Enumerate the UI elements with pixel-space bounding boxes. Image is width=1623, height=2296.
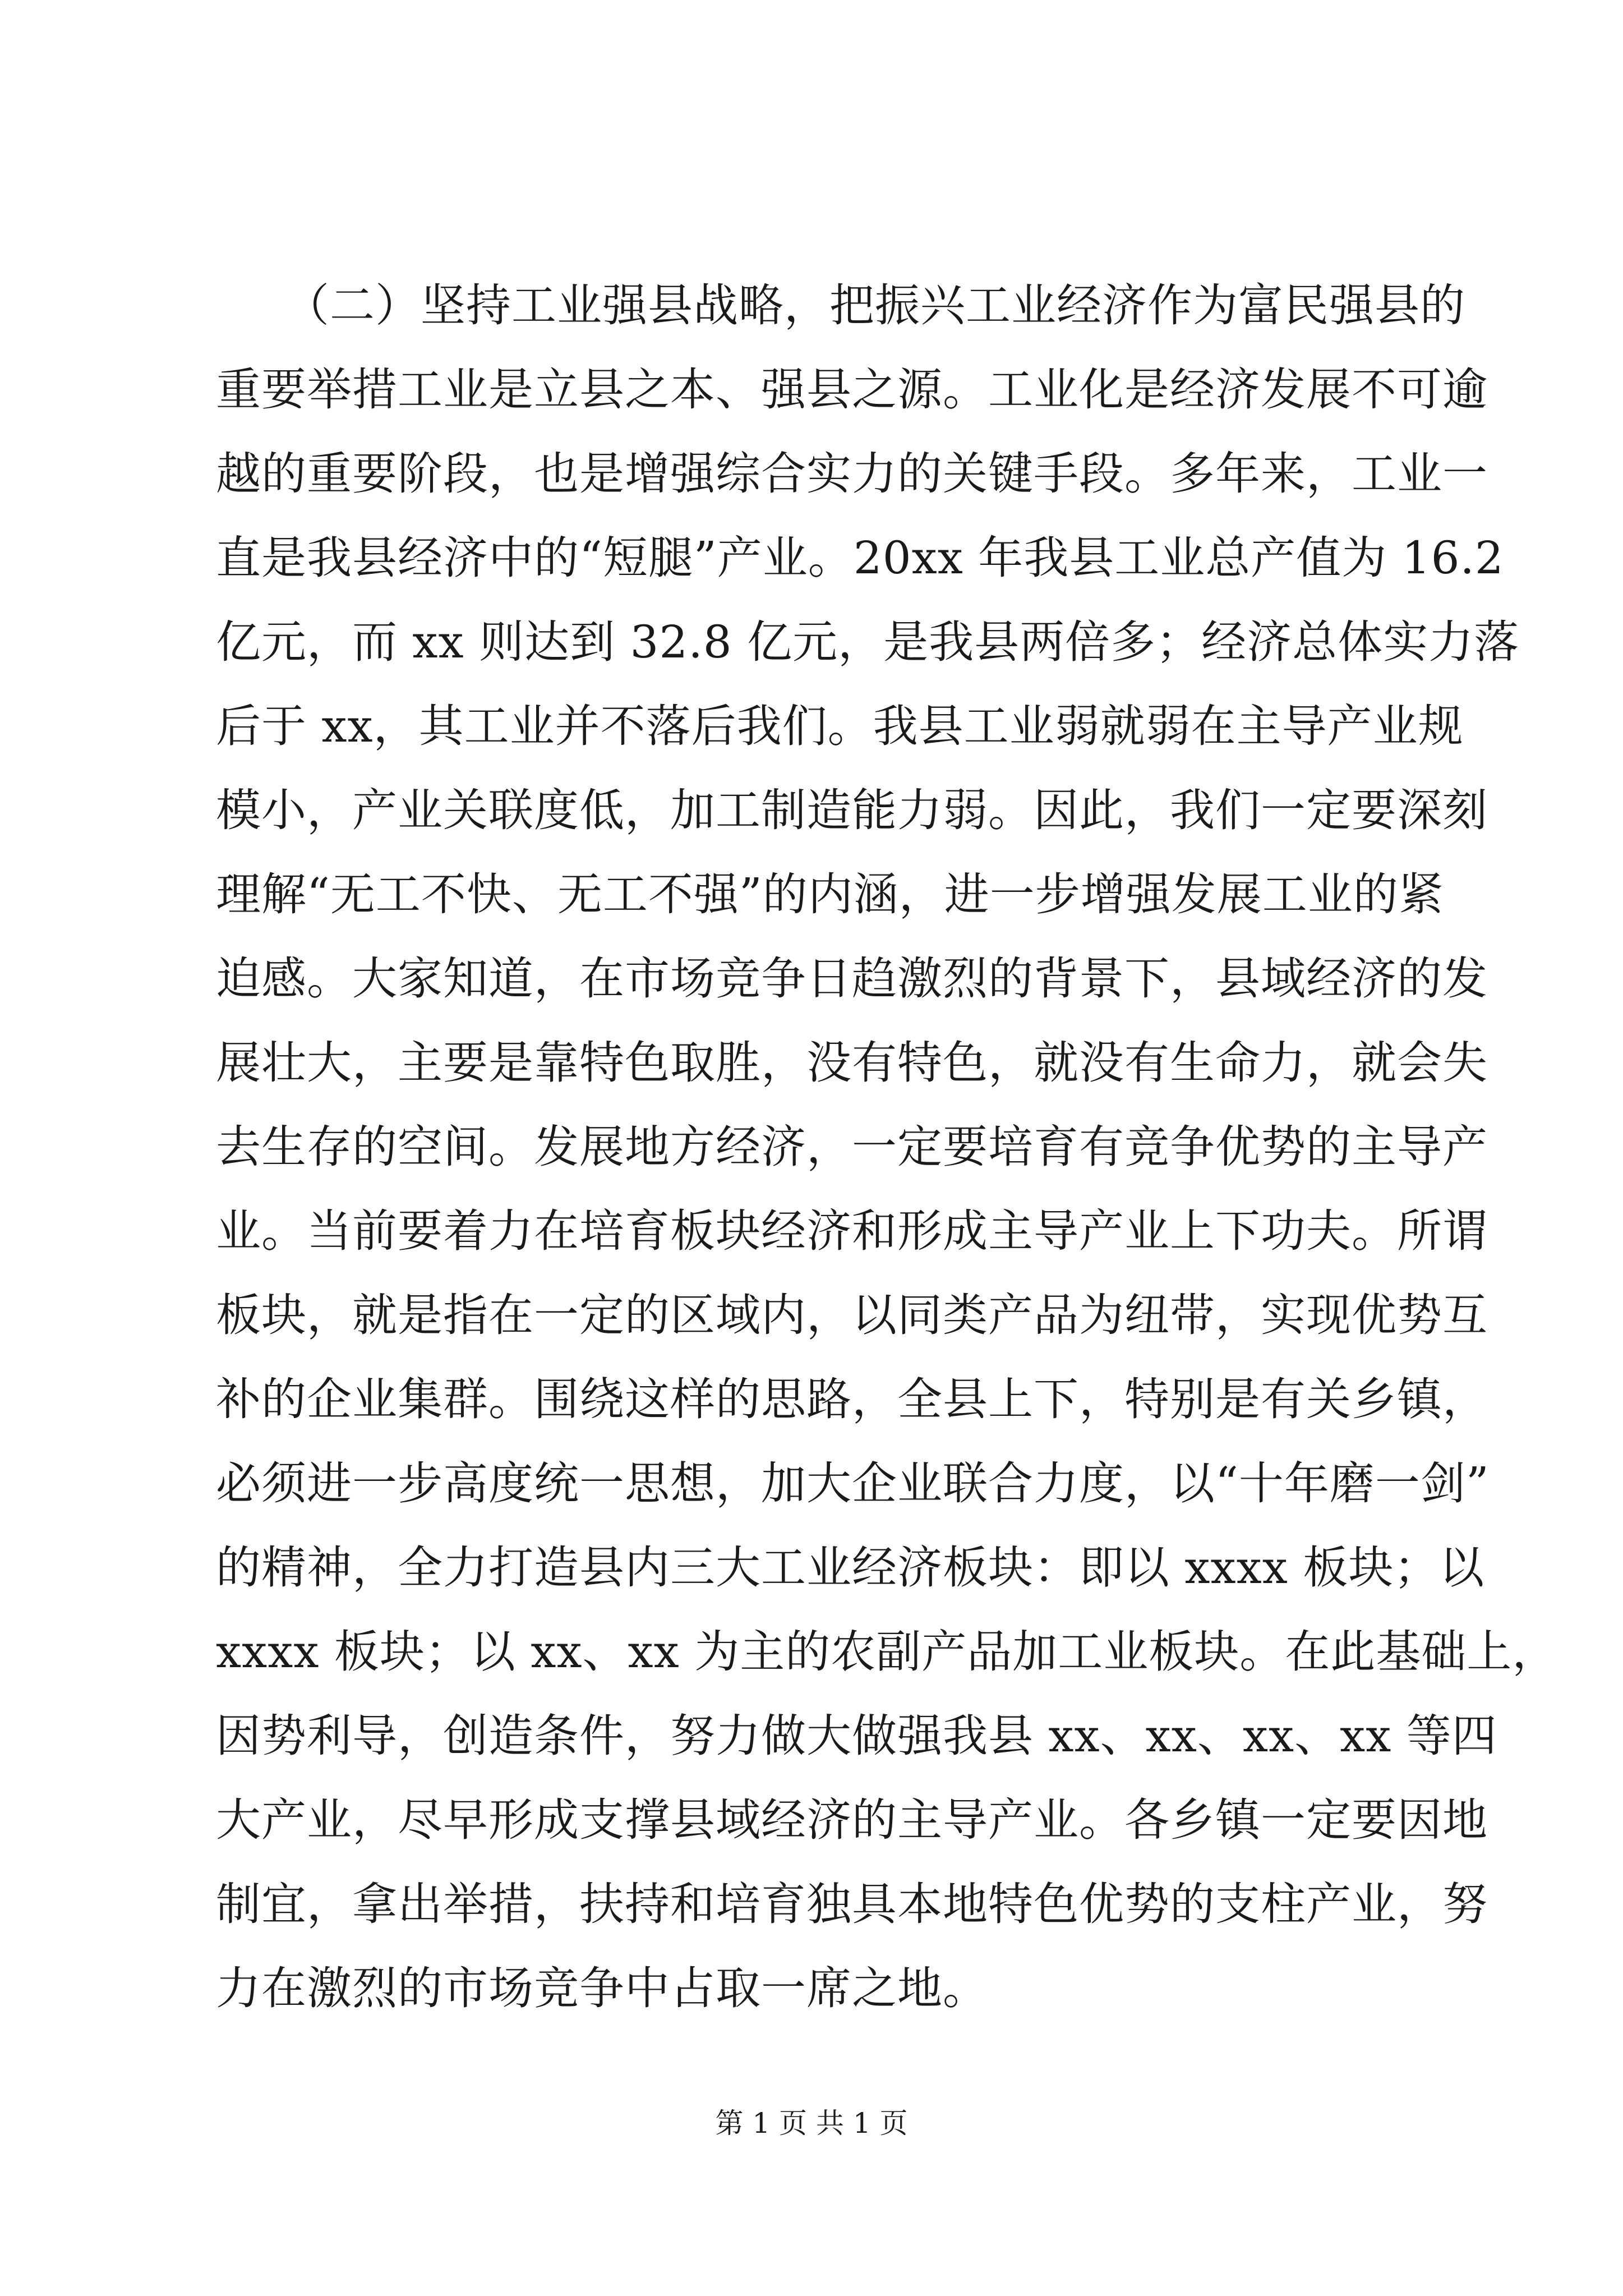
page-footer: 第 1 页 共 1 页 [715, 2107, 908, 2139]
paragraph-line: 去生存的空间。发展地方经济，一定要培育有竞争优势的主导产 [216, 1121, 1488, 1173]
paragraph-line: 的精神，全力打造县内三大工业经济板块：即以 xxxx 板块；以 [216, 1542, 1485, 1594]
paragraph-line: 重要举措工业是立县之本、强县之源。工业化是经济发展不可逾 [216, 364, 1488, 416]
paragraph-line: 模小，产业关联度低，加工制造能力弱。因此，我们一定要深刻 [216, 784, 1488, 836]
paragraph-line: 理解“无工不快、无工不强”的内涵，进一步增强发展工业的紧 [216, 868, 1444, 921]
paragraph-line: （二）坚持工业强县战略，把振兴工业经济作为富民强县的 [216, 279, 1465, 332]
paragraph-line: xxxx 板块；以 xx、xx 为主的农副产品加工业板块。在此基础上， [216, 1626, 1558, 1678]
paragraph-line: 迫感。大家知道，在市场竞争日趋激烈的背景下，县域经济的发 [216, 953, 1488, 1005]
paragraph-line: 亿元，而 xx 则达到 32.8 亿元，是我县两倍多；经济总体实力落 [216, 616, 1520, 668]
paragraph-line: 大产业，尽早形成支撑县域经济的主导产业。各乡镇一定要因地 [216, 1794, 1488, 1846]
paragraph-line: 必须进一步高度统一思想，加大企业联合力度，以“十年磨一剑” [216, 1457, 1490, 1510]
paragraph-line: 展壮大，主要是靠特色取胜，没有特色，就没有生命力，就会失 [216, 1037, 1488, 1089]
paragraph-line: 制宜，拿出举措，扶持和培育独具本地特色优势的支柱产业，努 [216, 1878, 1488, 1930]
paragraph-line: 补的企业集群。围绕这样的思路，全县上下，特别是有关乡镇， [216, 1373, 1488, 1425]
paragraph-line: 因势利导，创造条件，努力做大做强我县 xx、xx、xx、xx 等四 [216, 1710, 1497, 1762]
paragraph-line: 后于 xx，其工业并不落后我们。我县工业弱就弱在主导产业规 [216, 700, 1464, 752]
paragraph-line: 板块，就是指在一定的区域内，以同类产品为纽带，实现优势互 [216, 1289, 1488, 1341]
paragraph-line: 力在激烈的市场竞争中占取一席之地。 [216, 1962, 988, 2014]
paragraph-line: 越的重要阶段，也是增强综合实力的关键手段。多年来，工业一 [216, 448, 1488, 500]
paragraph-line: 业。当前要着力在培育板块经济和形成主导产业上下功夫。所谓 [216, 1205, 1488, 1257]
paragraph-line: 直是我县经济中的“短腿”产业。20xx 年我县工业总产值为 16.2 [216, 532, 1504, 584]
